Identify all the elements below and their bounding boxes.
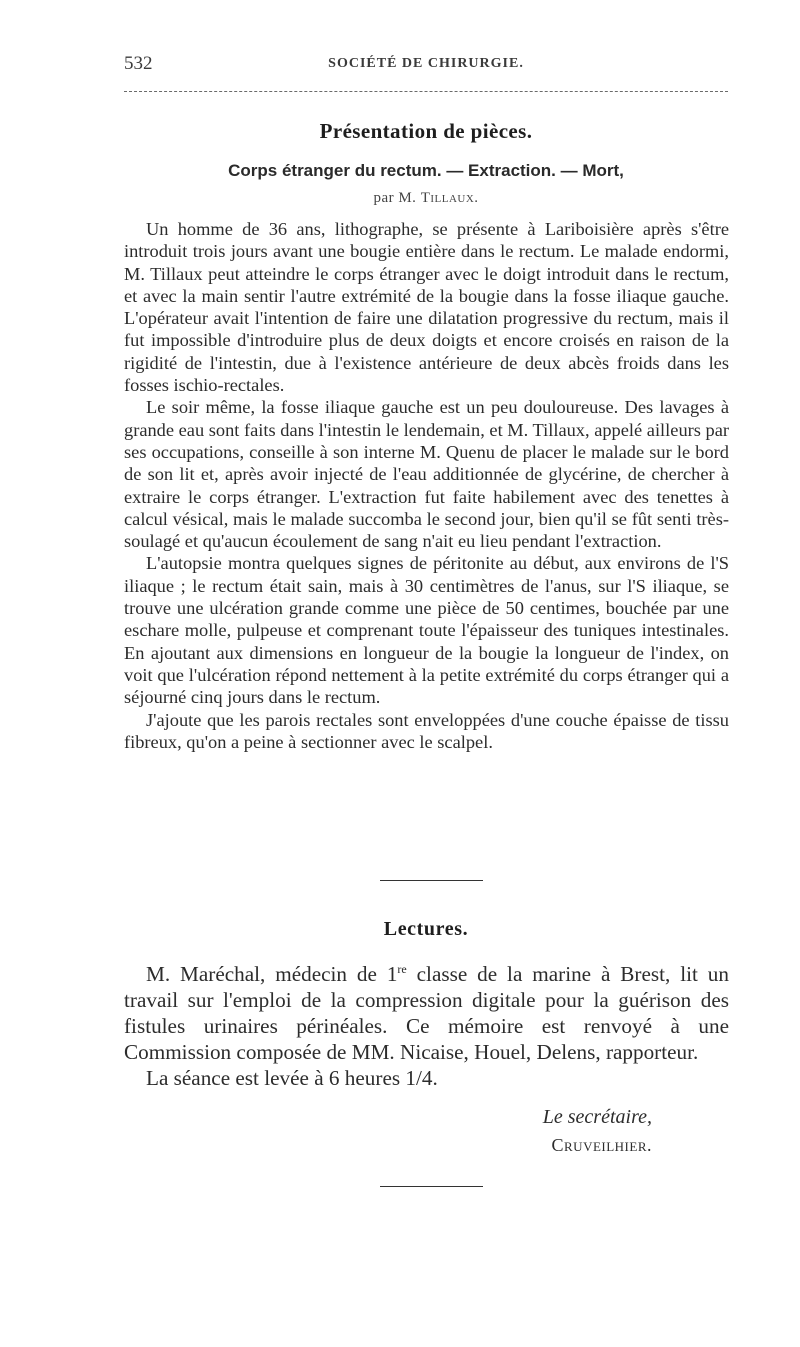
section-divider bbox=[380, 880, 483, 881]
ordinal-superscript: re bbox=[397, 962, 407, 976]
section-title-presentation: Présentation de pièces. bbox=[319, 119, 533, 143]
article-subtitle: Corps étranger du rectum. — Extraction. — Mort, bbox=[228, 161, 624, 180]
paragraph bbox=[124, 956, 729, 1065]
paragraph: Un homme de 36 ans, lithographe, se présente à Lariboisière après s'être introduit trois jours avant une bougie entière dans le rectum. Le malade endormi, M. Tillaux peut atteindre le corps étranger avec le doigt introduit dans le rectum, et avec la main sentir l'autre extrémité de la bougie dans la fosse iliaque gauche. L'opérateur avait l'intention de faire une dilatation progressive du rectum, mais il fut impossible d'introduire plus de deux doigts et encore croisés en raison de la rigidité de l'intestin, due à l'existence antérieure de deux abcès froids dans les fosses ischio-rectales. bbox=[124, 219, 729, 396]
paragraph: La séance est levée à 6 heures 1/4. bbox=[146, 1066, 438, 1091]
signature-name: Cruveilhier. bbox=[551, 1135, 652, 1155]
header-rule bbox=[124, 91, 728, 92]
article-author bbox=[124, 190, 728, 207]
para-text-start: M. Maréchal, médecin de 1 bbox=[146, 962, 398, 987]
running-header bbox=[124, 53, 728, 79]
paragraph: J'ajoute que les parois rectales sont enveloppées d'une couche épaisse de tissu fibreux, qu'on a peine à sectionner avec le scalpel. bbox=[124, 709, 729, 752]
paragraph: Le soir même, la fosse iliaque gauche est un peu douloureuse. Des lavages à grande eau sont faits dans l'intestin le lendemain, et M. Tillaux, appelé ailleurs par ses occupations, conseille à son interne M. Quenu de placer le malade sur le bord de son lit et, après avoir injecté de l'eau additionnée de glycérine, de chercher à extraire le corps étranger. L'extraction fut faite habilement avec des tenettes à calcul vésical, mais le malade succomba le second jour, bien qu'il se fût senti très-soulagé et qu'aucun écoulement de sang n'ait eu lieu pendant l'extraction. bbox=[124, 397, 729, 552]
article-body bbox=[124, 218, 729, 753]
author-prefix: par M. bbox=[373, 190, 417, 206]
page-number: 532 bbox=[124, 53, 153, 74]
running-title: SOCIÉTÉ DE CHIRURGIE. bbox=[328, 56, 524, 71]
author-name: Tillaux. bbox=[420, 190, 479, 206]
signature-title: Le secrétaire, bbox=[542, 1106, 652, 1128]
paragraph: L'autopsie montra quelques signes de péritonite au début, aux environs de l'S iliaque ; le rectum était sain, mais à 30 centimètres de l'anus, sur l'S iliaque, se trouve une ulcération grande comme une pièce de 50 centimes, bouchée par une eschare molle, pulpeuse et comprenant toute l'épaisseur des tuniques intestinales. En ajoutant aux dimensions en longueur de la bougie la longueur de l'index, on voit que l'ulcération répond nettement à la petite extrémité du corps étranger qui a séjourné cinq jours dans le rectum. bbox=[124, 553, 729, 708]
end-divider bbox=[380, 1186, 483, 1187]
signature-block bbox=[124, 1103, 652, 1159]
para-text-end: classe de la marine à Brest, lit un travail sur l'emploi de la compression digitale pour la guérison des fistules urinaires périnéales. Ce mémoire est renvoyé à une Commission composée de MM. Nicaise, Houel, Delens, rapporteur. bbox=[124, 962, 729, 1065]
section-title-lectures: Lectures. bbox=[383, 918, 469, 940]
lectures-body bbox=[124, 956, 729, 1091]
